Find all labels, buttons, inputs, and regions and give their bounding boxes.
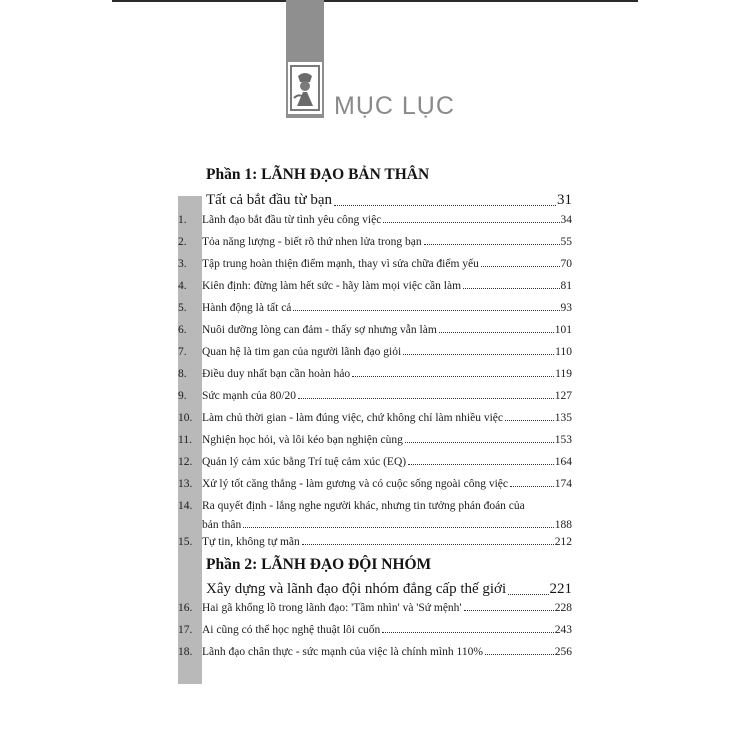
entry-number: 5.	[178, 302, 187, 314]
entry-title: Điều duy nhất bạn cần hoàn hảo	[202, 368, 351, 380]
entry-page: 212	[554, 536, 572, 548]
dot-leader	[334, 205, 556, 206]
entry-page: 188	[554, 519, 572, 531]
entry-number: 7.	[178, 346, 187, 358]
toc-entry	[178, 412, 572, 424]
dot-leader	[510, 486, 554, 487]
dot-leader	[243, 527, 553, 528]
dot-leader	[424, 244, 560, 245]
dot-leader	[464, 610, 554, 611]
entry-title: Tự tin, không tự mãn	[202, 536, 300, 548]
part-title: Phần 2: LÃNH ĐẠO ĐỘI NHÓM	[206, 556, 432, 573]
dot-leader	[463, 288, 559, 289]
entry-page: 135	[554, 412, 572, 424]
entry-title: Lãnh đạo chân thực - sức mạnh của việc là chính mình 110%	[202, 646, 483, 658]
dot-leader	[403, 354, 554, 355]
entry-title: Tập trung hoàn thiện điểm mạnh, thay vì sửa chữa điểm yếu	[202, 258, 479, 270]
entry-number: 1.	[178, 214, 187, 226]
dot-leader	[293, 310, 559, 311]
entry-title: Ra quyết định - lắng nghe người khác, nhưng tin tưởng phán đoán của	[202, 500, 525, 512]
entry-page: 34	[560, 214, 572, 226]
entry-page: 164	[554, 456, 572, 468]
section-page: 221	[549, 581, 572, 597]
entry-page: 93	[560, 302, 572, 314]
entry-title: Nghiện học hỏi, và lôi kéo bạn nghiện cùng	[202, 434, 403, 446]
entry-title: Hành động là tất cả	[202, 302, 292, 314]
toc-entry	[178, 302, 572, 314]
entry-title: Làm chủ thời gian - làm đúng việc, chứ không chỉ làm nhiều việc	[202, 412, 504, 424]
entry-number: 10.	[178, 412, 193, 424]
entry-title: Nuôi dưỡng lòng can đảm - thấy sợ nhưng vẫn làm	[202, 324, 437, 336]
entry-number: 11.	[178, 434, 192, 446]
entry-number: 9.	[178, 390, 187, 402]
entry-number: 3.	[178, 258, 187, 270]
entry-page: 110	[555, 346, 572, 358]
entry-number: 13.	[178, 478, 193, 490]
entry-page: 174	[554, 478, 572, 490]
entry-title: Sức mạnh của 80/20	[202, 390, 297, 402]
entry-number: 16.	[178, 602, 193, 614]
toc-entry-first-line	[178, 500, 572, 512]
section-title: Tất cả bắt đầu từ bạn	[206, 192, 332, 208]
dot-leader	[383, 222, 559, 223]
entry-page: 228	[554, 602, 572, 614]
entry-page: 256	[554, 646, 572, 658]
toc-entry	[178, 536, 572, 548]
entry-page: 127	[554, 390, 572, 402]
toc-entry	[178, 602, 572, 614]
toc-entry	[178, 324, 572, 336]
entry-page: 153	[554, 434, 572, 446]
dot-leader	[298, 398, 554, 399]
entry-page: 55	[560, 236, 572, 248]
toc-entry-continuation	[178, 519, 572, 531]
dot-leader	[405, 442, 554, 443]
entry-number: 14.	[178, 500, 193, 512]
dot-leader	[439, 332, 554, 333]
entry-number: 8.	[178, 368, 187, 380]
toc-heading: MỤC LỤC	[334, 92, 455, 120]
top-rule	[112, 0, 638, 2]
dot-leader	[481, 266, 560, 267]
entry-title: Ai cũng có thể học nghệ thuật lôi cuốn	[202, 624, 381, 636]
toc-entry	[178, 258, 572, 270]
toc-entry	[178, 456, 572, 468]
section-title: Xây dựng và lãnh đạo đội nhóm đẳng cấp thế giới	[206, 581, 507, 597]
toc-entry	[178, 214, 572, 226]
entry-title: Kiên định: đừng làm hết sức - hãy làm mọi việc cần làm	[202, 280, 462, 292]
entry-page: 101	[554, 324, 572, 336]
toc-entry	[178, 368, 572, 380]
entry-page: 81	[560, 280, 572, 292]
book-logo-icon	[286, 60, 324, 116]
dot-leader	[382, 632, 554, 633]
dot-leader	[302, 544, 554, 545]
toc-entry	[178, 280, 572, 292]
toc-entry	[178, 346, 572, 358]
entry-number: 15.	[178, 536, 193, 548]
toc-entry	[178, 624, 572, 636]
dot-leader	[408, 464, 554, 465]
part-title: Phần 1: LÃNH ĐẠO BẢN THÂN	[206, 166, 430, 183]
entry-number: 6.	[178, 324, 187, 336]
entry-title: Quan hệ là tim gan của người lãnh đạo giỏi	[202, 346, 402, 358]
entry-number: 12.	[178, 456, 193, 468]
section-page: 31	[557, 192, 572, 208]
entry-title: Hai gã khổng lồ trong lãnh đạo: 'Tầm nhìn' và 'Sứ mệnh'	[202, 602, 462, 614]
entry-title: Lãnh đạo bắt đầu từ tình yêu công việc	[202, 214, 382, 226]
dot-leader	[485, 654, 554, 655]
entry-number: 2.	[178, 236, 187, 248]
dot-leader	[508, 594, 548, 595]
toc-entry	[178, 390, 572, 402]
entry-page: 119	[555, 368, 572, 380]
entry-page: 243	[554, 624, 572, 636]
entry-title: Tỏa năng lượng - biết rõ thứ nhen lửa trong bạn	[202, 236, 422, 248]
toc-entry	[178, 646, 572, 658]
section-heading	[206, 578, 572, 598]
entry-number: 17.	[178, 624, 193, 636]
entry-title: Quản lý cảm xúc bằng Trí tuệ cảm xúc (EQ)	[202, 456, 407, 468]
entry-number: 18.	[178, 646, 193, 658]
entry-title: Xử lý tốt căng thẳng - làm gương và có cuộc sống ngoài công việc	[202, 478, 508, 490]
dot-leader	[352, 376, 554, 377]
entry-title-continuation: bản thân	[202, 519, 242, 531]
section-heading	[206, 189, 572, 209]
toc-entry	[178, 434, 572, 446]
toc-entry	[178, 478, 572, 490]
dot-leader	[505, 420, 554, 421]
entry-number: 4.	[178, 280, 187, 292]
toc-entry	[178, 236, 572, 248]
entry-page: 70	[560, 258, 572, 270]
